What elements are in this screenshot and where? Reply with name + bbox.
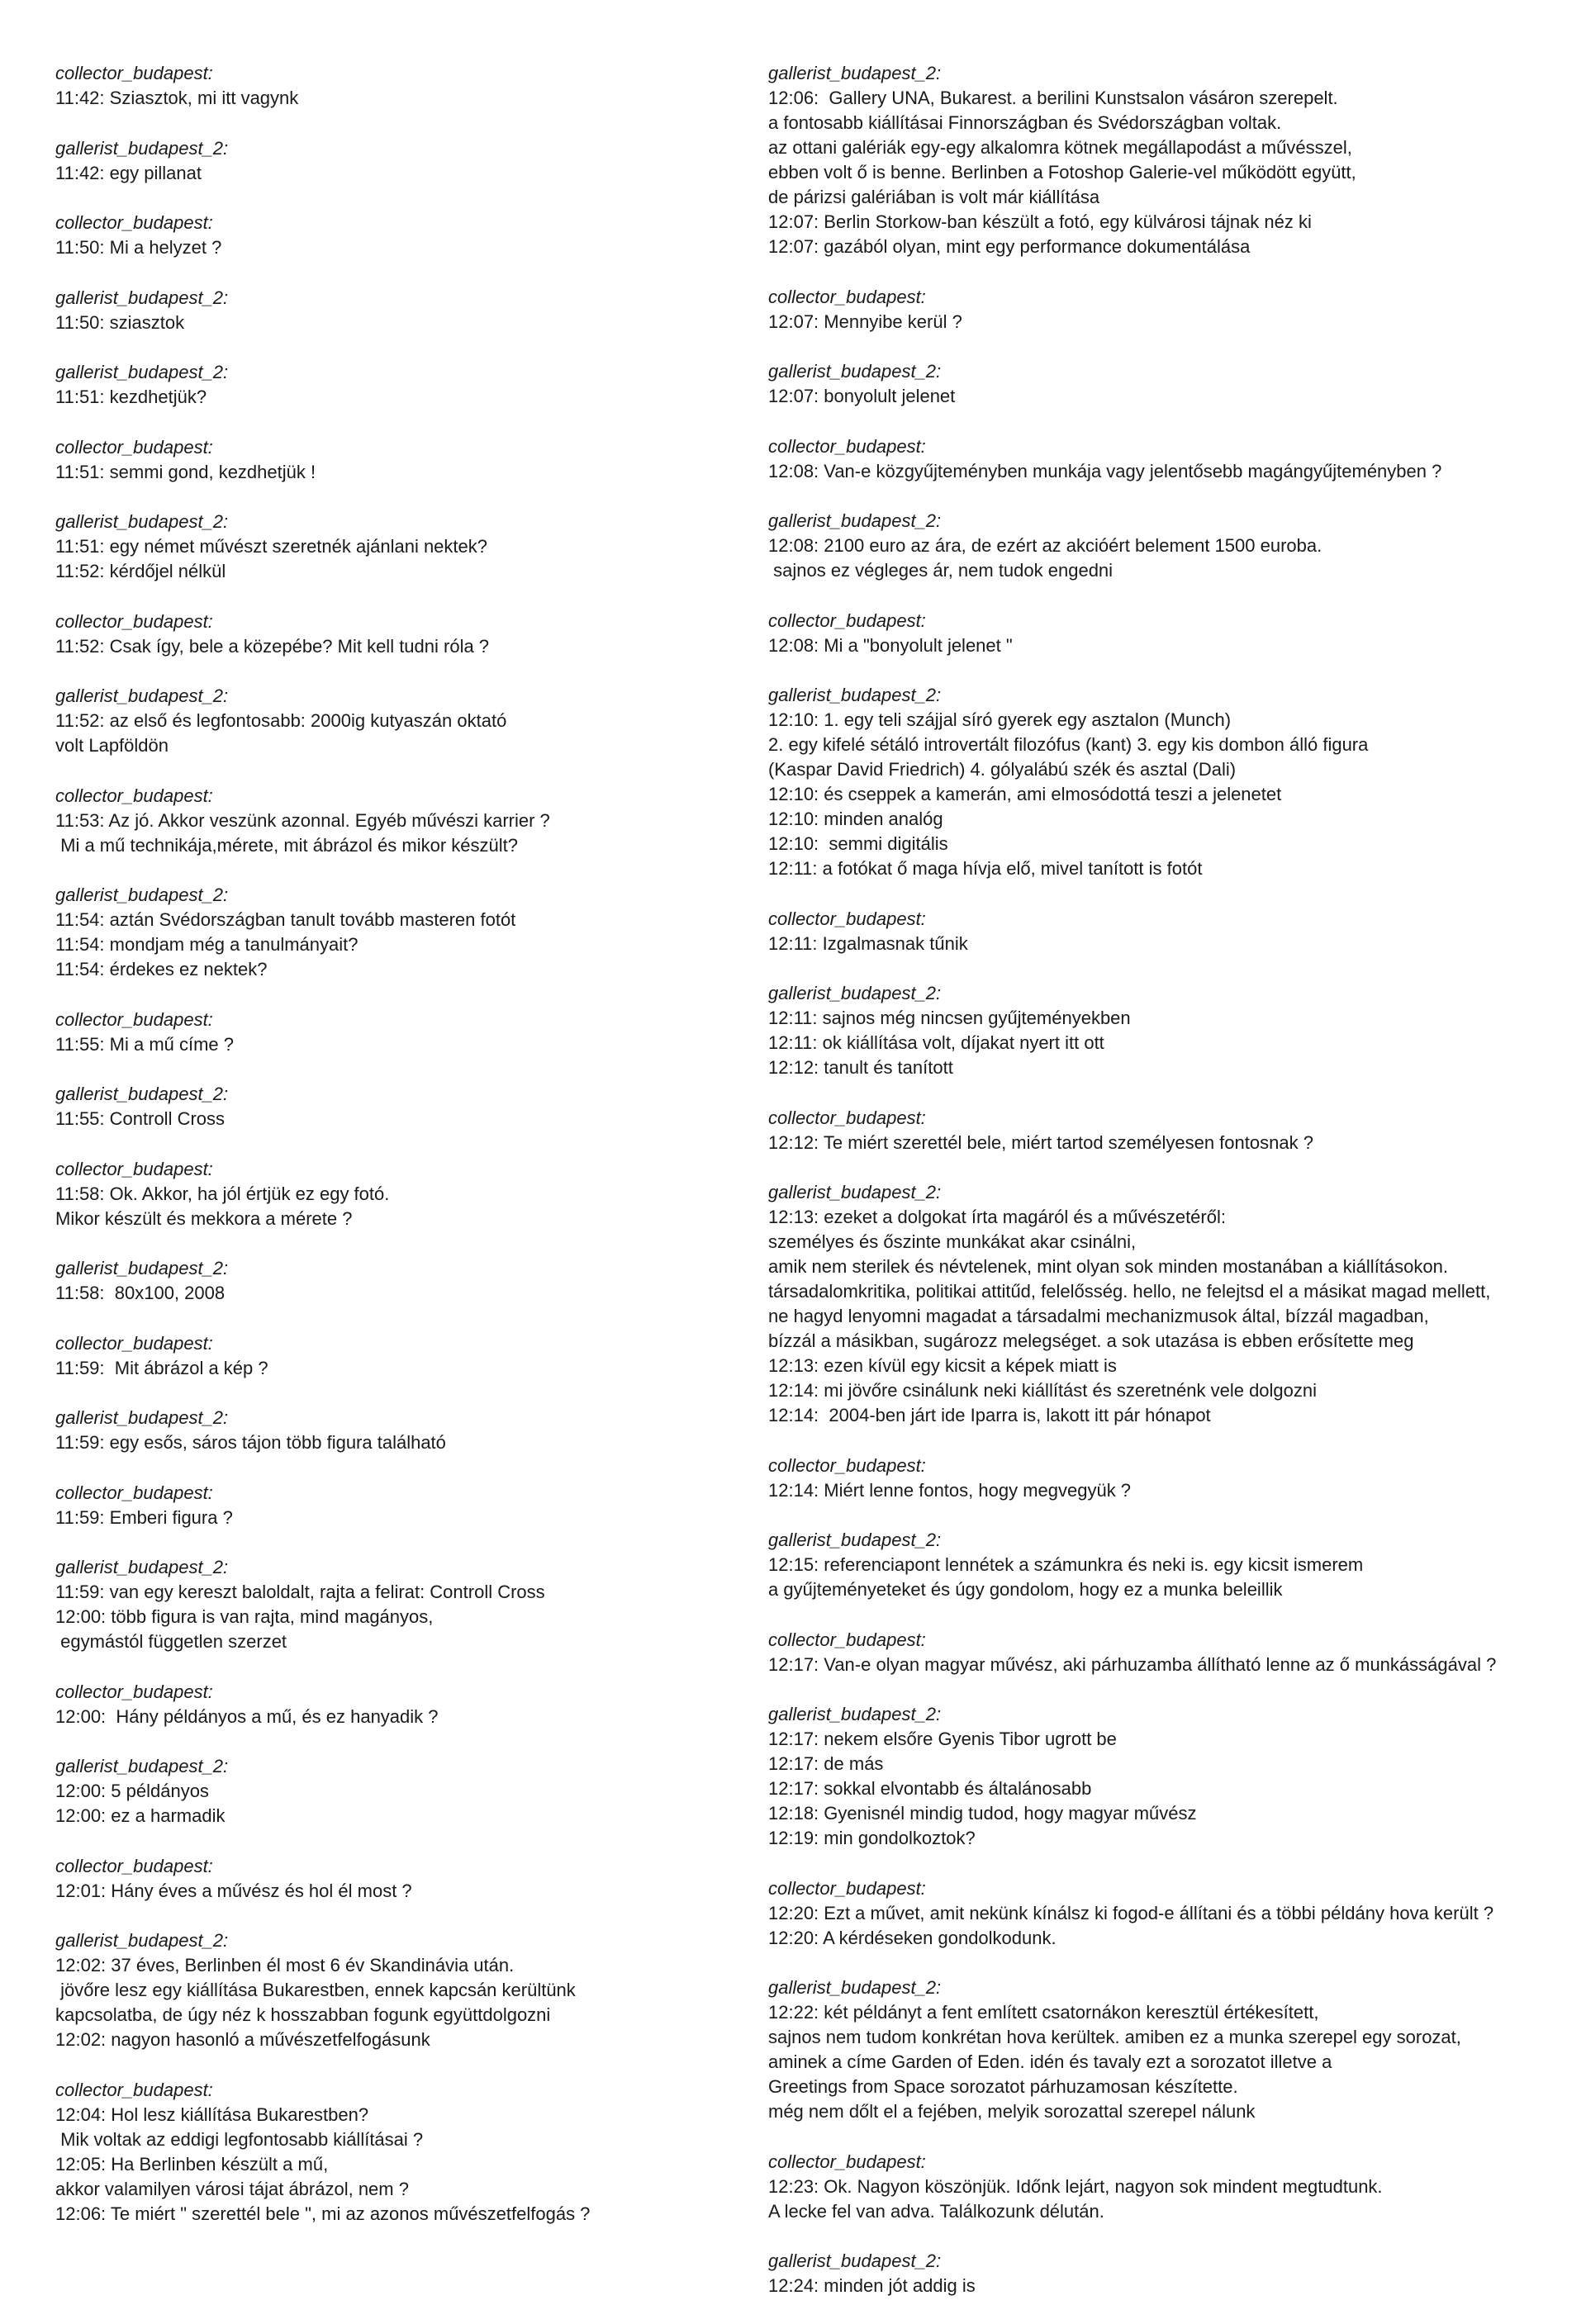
message-speaker: collector_budapest:: [55, 1332, 213, 1354]
message-line: 12:08: Van-e közgyűjteményben munkája vagy jelentősebb magángyűjteményben ?: [768, 460, 1442, 481]
message-speaker: collector_budapest:: [768, 609, 926, 631]
message-line: 11:54: aztán Svédországban tanult tovább masteren fotót: [55, 909, 516, 930]
message-speaker: collector_budapest:: [55, 1008, 213, 1030]
chat-message: [55, 286, 733, 335]
message-line: 12:06: Te miért " szerettél bele ", mi az azonos művészetfelfogás ?: [55, 2203, 591, 2224]
chat-message: [768, 61, 1561, 259]
message-speaker: gallerist_budapest_2:: [55, 885, 229, 905]
message-line: Mik voltak az eddigi legfontosabb kiállításai ?: [55, 2128, 424, 2150]
message-line: 12:18: Gyenisnél mindig tudod, hogy magyar művész: [768, 1803, 1197, 1824]
message-line: 12:12: tanult és tanított: [768, 1057, 953, 1078]
message-line: 11:51: semmi gond, kezdhetjük !: [55, 461, 316, 482]
chat-message: [55, 609, 733, 659]
message-speaker: gallerist_budapest_2:: [55, 1756, 229, 1776]
message-line: 12:07: gazából olyan, mint egy performance dokumentálása: [768, 236, 1251, 257]
message-line: 11:58: Ok. Akkor, ha jól értjük ez egy fotó.: [55, 1183, 390, 1204]
chat-message: [55, 1331, 733, 1381]
message-line: 11:42: egy pillanat: [55, 162, 202, 183]
message-line: de párizsi galériában is volt már kiállítása: [768, 187, 1100, 207]
message-speaker: collector_budapest:: [55, 63, 213, 83]
message-line: 11:52: Csak így, bele a közepébe? Mit kell tudni róla ?: [55, 635, 490, 657]
message-line: 12:14: 2004-ben járt ide Iparra is, lakott itt pár hónapot: [768, 1405, 1211, 1425]
chat-message: [768, 359, 1561, 409]
message-line: amik nem sterilek és névtelenek, mint olyan sok minden mostanában a kiállításokon.: [768, 1256, 1448, 1277]
message-line: jövőre lesz egy kiállítása Bukarestben, ennek kapcsán kerültünk: [55, 1980, 576, 2000]
message-line: a gyűjteményeteket és úgy gondolom, hogy ez a munka beleillik: [768, 1579, 1283, 1600]
message-line: 12:05: Ha Berlinben készült a mű,: [55, 2153, 329, 2175]
message-speaker: collector_budapest:: [55, 1482, 213, 1503]
chat-message: [55, 1680, 733, 1729]
message-line: 12:07: bonyolult jelenet: [768, 386, 956, 406]
right-column: [768, 61, 1561, 2324]
message-speaker: gallerist_budapest_2:: [768, 361, 942, 382]
message-speaker: collector_budapest:: [768, 1107, 926, 1128]
message-line: Mikor készült és mekkora a mérete ?: [55, 1207, 353, 1229]
message-speaker: gallerist_budapest_2:: [55, 511, 229, 532]
chat-message: [55, 1555, 733, 1654]
message-line: az ottani galériák egy-egy alkalomra kötnek megállapodást a művésszel,: [768, 137, 1352, 158]
message-line: 12:11: Izgalmasnak tűnik: [768, 932, 968, 954]
message-line: 12:07: Mennyibe kerül ?: [768, 311, 962, 332]
message-line: 12:17: nekem elsőre Gyenis Tibor ugrott be: [768, 1729, 1117, 1749]
chat-message: [768, 285, 1561, 334]
message-line: A lecke fel van adva. Találkozunk délután.: [768, 2200, 1104, 2222]
chat-message: [768, 1106, 1561, 1155]
chat-message: [55, 1854, 733, 1904]
message-line: 12:10: semmi digitális: [768, 833, 948, 854]
chat-message: [768, 1628, 1561, 1677]
chat-message: [55, 211, 733, 260]
message-line: 12:08: 2100 euro az ára, de ezért az akcióért belement 1500 euroba.: [768, 535, 1322, 556]
message-line: volt Lapföldön: [55, 735, 169, 756]
chat-message: [55, 883, 733, 982]
message-line: 12:10: minden analóg: [768, 809, 943, 829]
message-speaker: gallerist_budapest_2:: [768, 510, 942, 531]
chat-message: [768, 1702, 1561, 1851]
message-line: ne hagyd lenyomni magadat a társadalmi mechanizmusok által, bízzál magadban,: [768, 1306, 1429, 1326]
message-line: 11:54: érdekes ez nektek?: [55, 959, 268, 979]
chat-message: [768, 1975, 1561, 2124]
message-line: 12:13: ezeket a dolgokat írta magáról és a művészetéről:: [768, 1207, 1226, 1227]
message-speaker: collector_budapest:: [55, 610, 213, 632]
message-line: 12:20: Ezt a művet, amit nekünk kínálsz ki fogod-e állítani és a többi példány hova került ?: [768, 1902, 1494, 1923]
message-line: Greetings from Space sorozatot párhuzamosan készítette.: [768, 2076, 1238, 2097]
message-speaker: gallerist_budapest_2:: [768, 1530, 942, 1550]
chat-message: [768, 2150, 1561, 2224]
message-speaker: gallerist_budapest_2:: [768, 685, 942, 705]
message-line: 12:00: 5 példányos: [55, 1781, 209, 1801]
message-speaker: gallerist_budapest_2:: [55, 1930, 229, 1951]
message-speaker: gallerist_budapest_2:: [55, 1084, 229, 1104]
message-speaker: gallerist_budapest_2:: [55, 137, 229, 159]
message-line: kapcsolatba, de úgy néz k hosszabban fogunk együttdolgozni: [55, 2004, 551, 2025]
chat-message: [55, 1928, 733, 2052]
message-speaker: gallerist_budapest_2:: [768, 983, 942, 1003]
message-speaker: collector_budapest:: [768, 1629, 926, 1650]
chat-message: [55, 1754, 733, 1828]
message-line: 12:11: sajnos még nincsen gyűjteményekben: [768, 1008, 1131, 1028]
message-line: a fontosabb kiállításai Finnországban és Svédországban voltak.: [768, 112, 1282, 133]
message-speaker: gallerist_budapest_2:: [55, 685, 229, 706]
message-speaker: collector_budapest:: [55, 436, 213, 458]
message-line: 11:59: Emberi figura ?: [55, 1506, 233, 1528]
message-line: 12:11: a fotókat ő maga hívja elő, mivel tanított is fotót: [768, 858, 1203, 879]
message-line: egymástól független szerzet: [55, 1631, 287, 1652]
message-line: 11:59: Mit ábrázol a kép ?: [55, 1357, 268, 1378]
message-speaker: collector_budapest:: [768, 435, 926, 457]
message-line: 12:19: min gondolkoztok?: [768, 1828, 976, 1848]
message-line: 12:01: Hány éves a művész és hol él most ?: [55, 1880, 412, 1901]
message-speaker: gallerist_budapest_2:: [55, 1407, 229, 1428]
chat-message: [55, 1406, 733, 1455]
message-speaker: collector_budapest:: [768, 1877, 926, 1899]
message-line: 11:52: kérdőjel nélkül: [55, 561, 226, 581]
message-line: 11:51: kezdhetjük?: [55, 387, 207, 407]
chat-message: [768, 1180, 1561, 1428]
chat-message: [55, 784, 733, 858]
message-line: 12:02: nagyon hasonló a művészetfelfogásunk: [55, 2029, 430, 2050]
message-line: 12:14: mi jövőre csinálunk neki kiállítást és szeretnénk vele dolgozni: [768, 1380, 1318, 1401]
message-line: 12:12: Te miért szerettél bele, miért tartod személyesen fontosnak ?: [768, 1131, 1313, 1153]
message-line: 12:10: és cseppek a kamerán, ami elmosódottá teszi a jelenetet: [768, 784, 1282, 804]
message-speaker: collector_budapest:: [55, 212, 213, 233]
chat-message: [55, 1082, 733, 1131]
chat-message: [768, 981, 1561, 1080]
chat-message: [768, 1528, 1561, 1602]
message-speaker: collector_budapest:: [768, 1454, 926, 1476]
chat-message: [55, 136, 733, 186]
message-line: 11:50: Mi a helyzet ?: [55, 237, 222, 258]
chat-message: [55, 1481, 733, 1530]
chat-message: [55, 1008, 733, 1057]
chat-message: [55, 684, 733, 758]
message-speaker: collector_budapest:: [768, 286, 926, 307]
message-line: 11:50: sziasztok: [55, 311, 185, 333]
message-line: 12:06: Gallery UNA, Bukarest. a berilini Kunstsalon vásáron szerepelt.: [768, 88, 1338, 108]
message-speaker: collector_budapest:: [768, 908, 926, 929]
message-line: ebben volt ő is benne. Berlinben a Fotoshop Galerie-vel működött együtt,: [768, 162, 1356, 183]
message-line: 12:14: Miért lenne fontos, hogy megvegyük ?: [768, 1479, 1132, 1501]
message-line: (Kaspar David Friedrich) 4. gólyalábú szék és asztal (Dali): [768, 759, 1237, 780]
message-line: 12:07: Berlin Storkow-ban készült a fotó, egy külvárosi tájnak néz ki: [768, 211, 1312, 232]
message-speaker: collector_budapest:: [55, 1158, 213, 1179]
message-line: 2. egy kifelé sétáló introvertált filozófus (kant) 3. egy kis dombon álló figura: [768, 734, 1369, 755]
message-speaker: gallerist_budapest_2:: [55, 287, 229, 308]
message-line: Mi a mű technikája,mérete, mit ábrázol és mikor készült?: [55, 834, 518, 856]
message-line: 11:53: Az jó. Akkor veszünk azonnal. Egyéb művészi karrier ?: [55, 809, 550, 831]
message-line: 12:00: több figura is van rajta, mind magányos,: [55, 1606, 434, 1627]
message-line: akkor valamilyen városi tájat ábrázol, nem ?: [55, 2178, 409, 2199]
message-speaker: gallerist_budapest_2:: [768, 1704, 942, 1724]
message-line: 12:17: sokkal elvontabb és általánosabb: [768, 1778, 1092, 1799]
message-speaker: gallerist_budapest_2:: [768, 2250, 942, 2271]
message-line: 11:52: az első és legfontosabb: 2000ig kutyaszán oktató: [55, 710, 507, 731]
message-speaker: collector_budapest:: [55, 1855, 213, 1876]
message-line: 11:51: egy német művészt szeretnék ajánlani nektek?: [55, 536, 488, 557]
message-line: 12:04: Hol lesz kiállítása Bukarestben?: [55, 2103, 369, 2125]
chat-message: [768, 434, 1561, 484]
message-line: társadalomkritika, politikai attitűd, felelősség. hello, ne felejtsd el a másikat magad mellett,: [768, 1281, 1491, 1302]
message-line: 12:08: Mi a "bonyolult jelenet ": [768, 634, 1013, 656]
message-line: 11:59: egy esős, sáros tájon több figura található: [55, 1432, 446, 1453]
chat-message: [768, 683, 1561, 881]
message-line: 11:59: van egy kereszt baloldalt, rajta a felirat: Controll Cross: [55, 1582, 545, 1602]
message-speaker: collector_budapest:: [55, 1681, 213, 1702]
message-line: 12:22: két példányt a fent említett csatornákon keresztül értékesített,: [768, 2002, 1319, 2023]
message-line: 12:20: A kérdéseken gondolkodunk.: [768, 1927, 1057, 1948]
left-column: [55, 61, 733, 2251]
chat-message: [55, 61, 733, 111]
chat-message: [768, 609, 1561, 658]
message-line: 11:42: Sziasztok, mi itt vagynk: [55, 88, 299, 108]
message-line: 12:00: ez a harmadik: [55, 1805, 226, 1826]
message-line: 12:10: 1. egy teli szájjal síró gyerek egy asztalon (Munch): [768, 709, 1232, 730]
chat-message: [768, 2249, 1561, 2298]
message-line: bízzál a másikban, sugározz melegséget. a sok utazása is ebben erősítette meg: [768, 1330, 1414, 1351]
chat-message: [55, 360, 733, 410]
message-line: 12:24: minden jót addig is: [768, 2275, 976, 2296]
chat-message: [768, 1876, 1561, 1951]
message-speaker: gallerist_budapest_2:: [768, 1977, 942, 1998]
chat-message: [55, 1256, 733, 1306]
chat-message: [768, 1454, 1561, 1503]
message-line: 12:11: ok kiállítása volt, díjakat nyert itt ott: [768, 1032, 1104, 1053]
message-line: 11:55: Controll Cross: [55, 1108, 226, 1129]
message-line: 11:54: mondjam még a tanulmányait?: [55, 934, 359, 955]
message-line: még nem dőlt el a fejében, melyik sorozattal szerepel nálunk: [768, 2101, 1256, 2122]
message-line: 12:02: 37 éves, Berlinben él most 6 év Skandinávia után.: [55, 1955, 515, 1975]
message-line: aminek a címe Garden of Eden. idén és tavaly ezt a sorozatot illetve a: [768, 2051, 1332, 2072]
message-line: 12:17: de más: [768, 1753, 884, 1774]
message-line: 12:17: Van-e olyan magyar művész, aki párhuzamba állítható lenne az ő munkásságával ?: [768, 1653, 1497, 1675]
message-speaker: collector_budapest:: [768, 2151, 926, 2172]
message-line: személyes és őszinte munkákat akar csinálni,: [768, 1231, 1137, 1252]
message-speaker: collector_budapest:: [55, 785, 213, 806]
message-line: sajnos ez végleges ár, nem tudok engedni: [768, 560, 1114, 581]
chat-message: [55, 1157, 733, 1231]
message-line: sajnos nem tudom konkrétan hova kerültek. amiben ez a munka szerepel egy sorozat,: [768, 2027, 1461, 2047]
message-speaker: gallerist_budapest_2:: [55, 1557, 229, 1577]
message-speaker: gallerist_budapest_2:: [768, 63, 942, 83]
message-line: 12:15: referenciapont lennétek a számunkra és neki is. egy kicsit ismerem: [768, 1554, 1364, 1575]
message-line: 12:00: Hány példányos a mű, és ez hanyadik ?: [55, 1705, 439, 1727]
message-speaker: collector_budapest:: [55, 2079, 213, 2100]
message-speaker: gallerist_budapest_2:: [768, 1182, 942, 1202]
message-line: 12:23: Ok. Nagyon köszönjük. Időnk lejárt, nagyon sok mindent megtudtunk.: [768, 2175, 1383, 2197]
message-line: 12:13: ezen kívül egy kicsit a képek miatt is: [768, 1355, 1117, 1376]
message-line: 11:58: 80x100, 2008: [55, 1283, 226, 1303]
chat-message: [768, 509, 1561, 583]
message-speaker: gallerist_budapest_2:: [55, 362, 229, 382]
chat-message: [55, 2078, 733, 2227]
message-speaker: gallerist_budapest_2:: [55, 1258, 229, 1278]
message-line: 11:55: Mi a mű címe ?: [55, 1033, 235, 1055]
chat-message: [55, 435, 733, 485]
chat-message: [768, 907, 1561, 956]
chat-message: [55, 510, 733, 584]
